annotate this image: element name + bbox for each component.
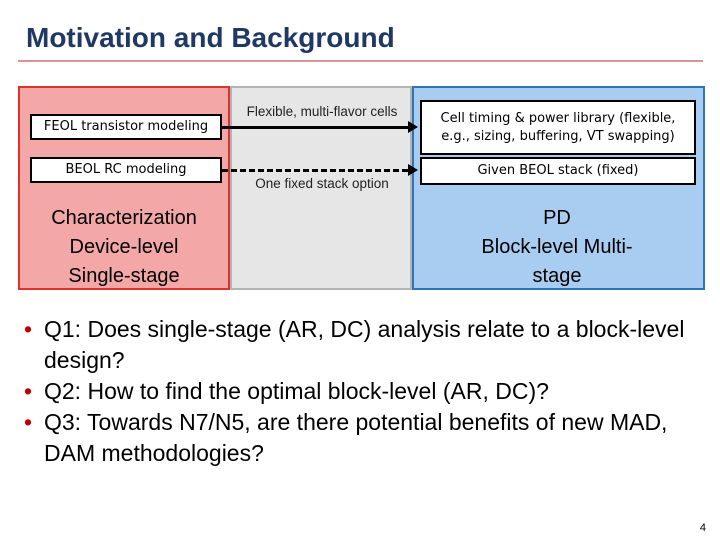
characterization-text — [22, 204, 226, 291]
bullet-dot-icon: • — [24, 316, 33, 342]
given-beol-box: Given BEOL stack (fixed) — [420, 157, 696, 185]
bullet-text: Q3: Towards N7/N5, are there potential benefits of new MAD, DAM methodologies? — [44, 409, 668, 466]
flexible-arrow — [222, 126, 408, 129]
bullet-item — [24, 407, 704, 469]
arrowhead-icon — [408, 164, 418, 176]
bullet-text: Q1: Does single-stage (AR, DC) analysis relate to a block-level design? — [44, 316, 685, 373]
characterization-line: Characterization — [51, 207, 197, 229]
bullet-dot-icon: • — [24, 409, 33, 435]
bullet-list — [24, 314, 704, 469]
beol-box: BEOL RC modeling — [30, 157, 222, 183]
flexible-cells-label: Flexible, multi-flavor cells — [246, 104, 398, 119]
characterization-line: Device-level — [69, 236, 179, 258]
cell-library-box — [420, 100, 696, 155]
pd-line: PD — [543, 207, 571, 229]
pd-line: Block-level Multi- — [481, 236, 633, 258]
fixed-stack-label: One fixed stack option — [255, 176, 389, 191]
bullet-text: Q2: How to find the optimal block-level (AR, DC)? — [44, 378, 549, 404]
feol-box: FEOL transistor modeling — [30, 114, 222, 140]
bullet-item — [24, 376, 704, 407]
characterization-line: Single-stage — [68, 265, 180, 287]
bullet-dot-icon: • — [24, 378, 33, 404]
fixed-stack-arrow — [222, 169, 408, 172]
cell-library-line: Cell timing & power library (flexible, — [440, 110, 676, 126]
bullet-item — [24, 314, 704, 376]
pd-text — [445, 204, 669, 291]
arrowhead-icon — [408, 121, 418, 133]
slide-title: Motivation and Background — [26, 22, 395, 53]
cell-library-line: e.g., sizing, buffering, VT swapping) — [441, 128, 675, 144]
title-underline — [18, 60, 703, 62]
pd-line: stage — [532, 265, 582, 287]
page-number: 4 — [699, 522, 706, 534]
